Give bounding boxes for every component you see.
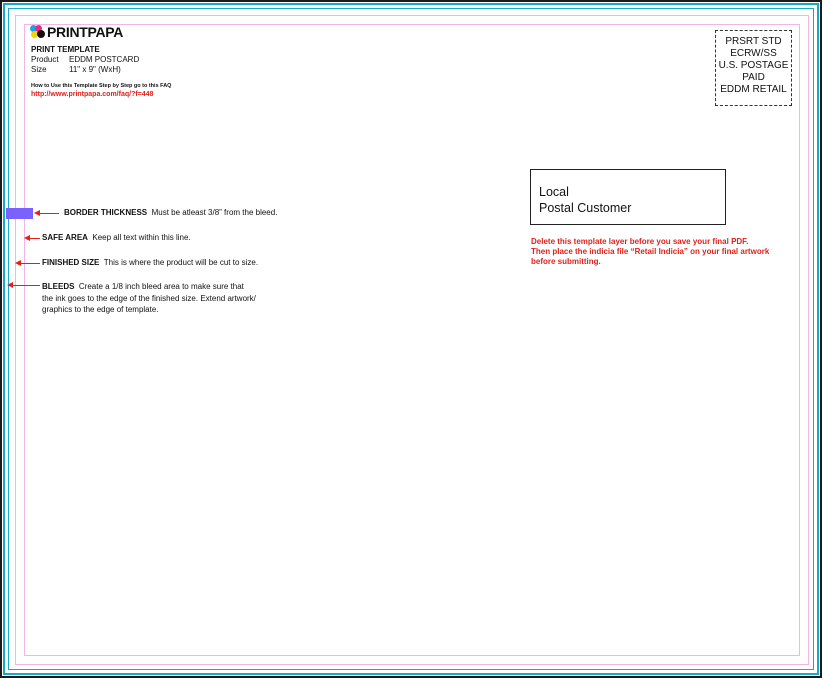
arrow-shaft <box>12 285 40 286</box>
template-title: PRINT TEMPLATE <box>31 45 100 54</box>
legend-safe-area <box>42 233 191 242</box>
legend-bleeds-text-2: the ink goes to the edge of the finished size. Extend artwork/ <box>42 293 256 303</box>
legend-border-text: Must be atleast 3/8” from the bleed. <box>151 208 278 217</box>
legend-bleeds-text-3: graphics to the edge of template. <box>42 305 159 314</box>
arrow-shaft <box>29 238 40 239</box>
legend-bleeds-text-1: Create a 1/8 inch bleed area to make sure that <box>78 282 244 291</box>
arrow-shaft <box>20 263 40 264</box>
border-thickness-swatch <box>6 208 33 219</box>
delete-template-note <box>531 237 816 267</box>
legend-safe-text: Keep all text within this line. <box>92 233 191 242</box>
safe-area-line <box>24 24 800 656</box>
legend-border-title: BORDER THICKNESS <box>64 208 148 217</box>
indicia-line: U.S. POSTAGE <box>718 60 789 71</box>
printpapa-dots-logo-icon <box>30 25 46 39</box>
indicia-line: ECRW/SS <box>730 48 777 59</box>
delete-note-line-2: Then place the indicia file “Retail Indicia” on your final artwork <box>531 247 770 256</box>
size-label: Size <box>31 65 47 74</box>
legend-finished-size <box>42 258 258 267</box>
size-value: 11" x 9" (WxH) <box>69 65 121 74</box>
product-label: Product <box>31 55 59 64</box>
indicia-line: PAID <box>742 72 765 83</box>
legend-border-thickness <box>64 208 277 217</box>
legend-bleeds-title: BLEEDS <box>42 282 75 291</box>
arrow-shaft <box>39 213 59 214</box>
printpapa-logo <box>30 24 123 40</box>
legend-finished-text: This is where the product will be cut to size. <box>103 258 259 267</box>
logo-text: PRINTPAPA <box>47 24 124 40</box>
faq-link[interactable]: http://www.printpapa.com/faq/?f=448 <box>31 91 154 98</box>
legend-bleeds <box>42 281 256 316</box>
postage-indicia <box>715 30 792 106</box>
address-line-2: Postal Customer <box>539 201 632 215</box>
product-value: EDDM POSTCARD <box>69 55 140 64</box>
delete-note-line-3: before submitting. <box>531 257 601 266</box>
legend-finished-title: FINISHED SIZE <box>42 258 100 267</box>
indicia-line: EDDM RETAIL <box>720 84 787 95</box>
delete-note-line-1: Delete this template layer before you save your final PDF. <box>531 237 749 246</box>
legend-safe-title: SAFE AREA <box>42 233 88 242</box>
indicia-line: PRSRT STD <box>725 36 782 47</box>
faq-note: How to Use this Template Step by Step go to this FAQ <box>31 83 172 89</box>
address-line-1: Local <box>539 185 569 199</box>
address-box <box>530 169 726 225</box>
